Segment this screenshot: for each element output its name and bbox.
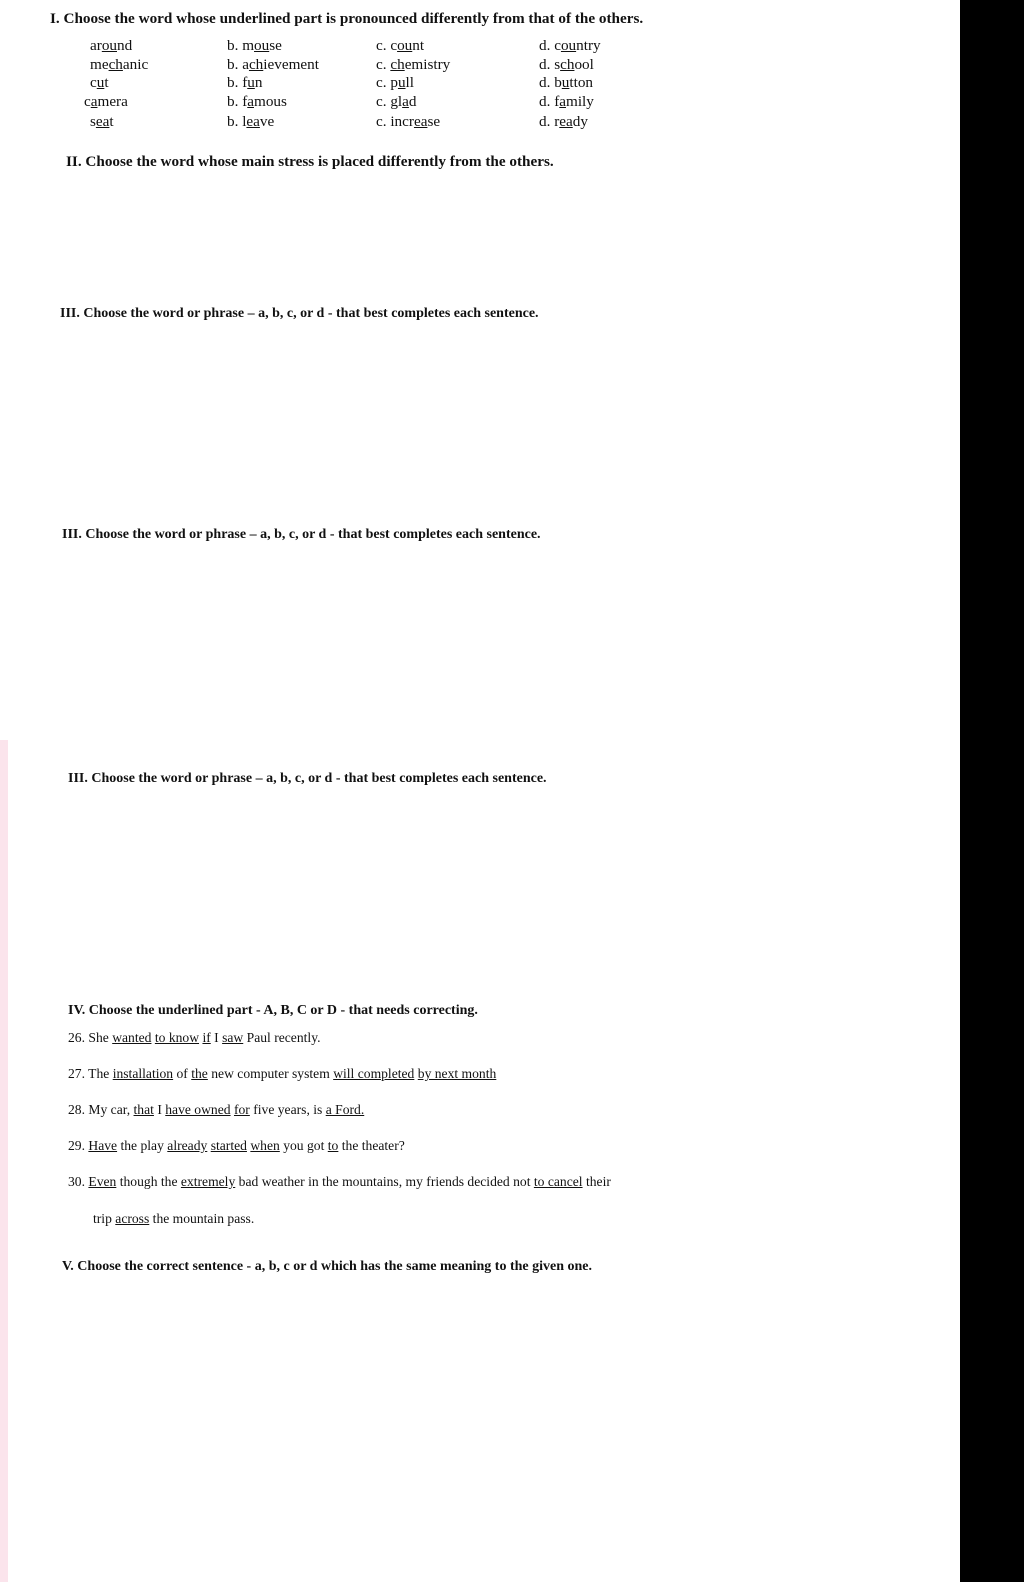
text-part: b. m <box>227 37 255 54</box>
option-b <box>227 113 274 130</box>
underlined-part: a <box>559 93 566 110</box>
underlined-part: ou <box>254 37 270 54</box>
section-5-heading: V. Choose the correct sentence - a, b, c or d which has the same meaning to the given one. <box>62 1259 593 1274</box>
text-part: 30. <box>68 1174 89 1189</box>
text-part: d. f <box>539 93 560 110</box>
section-4-heading: IV. Choose the underlined part - A, B, C or D - that needs correcting. <box>68 1003 478 1018</box>
underlined-part: a <box>90 93 98 110</box>
text-part: d. r <box>539 113 560 130</box>
text-part: their <box>582 1174 611 1189</box>
underlined-part: started <box>210 1138 247 1153</box>
text-part: c <box>84 93 91 110</box>
text-part: d <box>408 93 417 110</box>
error-question-30 <box>68 1173 611 1190</box>
underlined-part: u <box>96 74 105 91</box>
option-a <box>90 56 148 73</box>
black-margin <box>960 0 1024 1582</box>
option-d <box>539 74 593 91</box>
underlined-part: that <box>133 1102 154 1117</box>
text-part: new computer system <box>207 1066 334 1081</box>
underlined-part: to cancel <box>533 1174 583 1189</box>
text-part: c. <box>376 56 391 73</box>
text-part: anic <box>122 56 149 73</box>
text-part: b. a <box>227 56 249 73</box>
error-question-26 <box>68 1029 321 1046</box>
underlined-part: ch <box>108 56 123 73</box>
option-a <box>90 113 114 130</box>
underlined-part: a Ford. <box>325 1102 365 1117</box>
underlined-part: saw <box>222 1030 244 1045</box>
underlined-part: ch <box>560 56 575 73</box>
text-part: nt <box>412 37 425 54</box>
text-part: I <box>153 1102 166 1117</box>
text-part: d. b <box>539 74 562 91</box>
text-part: mous <box>254 93 287 110</box>
underlined-part: across <box>115 1211 150 1226</box>
text-part: se <box>427 113 441 130</box>
text-part: the mountain pass. <box>149 1211 255 1226</box>
underlined-part: already <box>167 1138 208 1153</box>
option-c <box>376 37 424 54</box>
text-part: five years, is <box>249 1102 326 1117</box>
text-part: though the <box>116 1174 181 1189</box>
text-part: 26. She <box>68 1030 113 1045</box>
option-d <box>539 93 594 110</box>
error-question-29 <box>68 1137 405 1154</box>
option-a <box>90 37 132 54</box>
underlined-part: u <box>561 74 570 91</box>
text-part: b. l <box>227 113 247 130</box>
underlined-part: u <box>247 74 255 91</box>
underlined-part: have owned <box>165 1102 231 1117</box>
text-part: Paul recently. <box>243 1030 321 1045</box>
error-question-27 <box>68 1065 496 1082</box>
error-question-28 <box>68 1101 364 1118</box>
text-part: c. c <box>376 37 398 54</box>
underlined-part: extremely <box>180 1174 236 1189</box>
text-part: ntry <box>576 37 601 54</box>
section-3a-heading: III. Choose the word or phrase – a, b, c, or d - that best completes each sentence. <box>60 306 539 321</box>
page-edge-tint <box>0 740 8 1582</box>
text-part: ievement <box>263 56 319 73</box>
text-part: dy <box>572 113 588 130</box>
text-part: bad weather in the mountains, my friends decided not <box>235 1174 534 1189</box>
underlined-part: u <box>397 74 406 91</box>
text-part: c. incr <box>376 113 414 130</box>
text-part: t <box>109 113 114 130</box>
underlined-part: ch <box>248 56 264 73</box>
text-part: t <box>104 74 109 91</box>
underlined-part: wanted <box>112 1030 152 1045</box>
text-part: c. gl <box>376 93 403 110</box>
section-3b-heading: III. Choose the word or phrase – a, b, c, or d - that best completes each sentence. <box>62 527 541 542</box>
text-part: 28. My car, <box>68 1102 134 1117</box>
text-part: 29. <box>68 1138 89 1153</box>
option-c <box>376 93 417 110</box>
text-part: of <box>173 1066 192 1081</box>
option-d <box>539 37 601 54</box>
underlined-part: ou <box>101 37 117 54</box>
error-question-30-cont <box>93 1210 254 1227</box>
underlined-part: ea <box>95 113 110 130</box>
option-c <box>376 113 440 130</box>
option-d <box>539 56 594 73</box>
text-part: trip <box>93 1211 116 1226</box>
text-part: se <box>269 37 282 54</box>
text-part: b. f <box>227 74 248 91</box>
option-a <box>90 74 109 91</box>
section-1-heading: I. Choose the word whose underlined part is pronounced differently from that of the others. <box>50 10 644 27</box>
underlined-part: ou <box>397 37 413 54</box>
underlined-part: ea <box>413 113 428 130</box>
section-3c-heading: III. Choose the word or phrase – a, b, c, or d - that best completes each sentence. <box>68 771 547 786</box>
text-part: 27. The <box>68 1066 113 1081</box>
text-part: n <box>254 74 263 91</box>
text-part: ool <box>574 56 594 73</box>
text-part: ll <box>405 74 414 91</box>
text-part: nd <box>117 37 133 54</box>
option-b <box>227 56 319 73</box>
section-2-heading: II. Choose the word whose main stress is placed differently from the others. <box>66 153 554 170</box>
text-part: emistry <box>404 56 451 73</box>
underlined-part: to know <box>154 1030 200 1045</box>
underlined-part: ch <box>390 56 405 73</box>
text-part: d. s <box>539 56 561 73</box>
text-part: c. p <box>376 74 398 91</box>
text-part: s <box>90 113 96 130</box>
underlined-part: a <box>402 93 409 110</box>
option-b <box>227 74 262 91</box>
text-part: ve <box>259 113 275 130</box>
underlined-part: for <box>233 1102 250 1117</box>
text-part: the play <box>117 1138 168 1153</box>
underlined-part: installation <box>112 1066 174 1081</box>
underlined-part: will completed <box>333 1066 415 1081</box>
text-part: tton <box>569 74 594 91</box>
underlined-part: ea <box>246 113 260 130</box>
option-b <box>227 37 282 54</box>
underlined-part: a <box>247 93 254 110</box>
underlined-part: ou <box>560 37 577 54</box>
underlined-part: ea <box>559 113 573 130</box>
underlined-part: by next month <box>417 1066 497 1081</box>
underlined-part: when <box>250 1138 280 1153</box>
underlined-part: Even <box>88 1174 117 1189</box>
underlined-part: to <box>327 1138 339 1153</box>
option-c <box>376 56 450 73</box>
underlined-part: if <box>202 1030 211 1045</box>
option-b <box>227 93 287 110</box>
text-part: ar <box>90 37 102 54</box>
option-a <box>84 93 128 110</box>
text-part: the theater? <box>338 1138 405 1153</box>
text-part: mily <box>566 93 594 110</box>
underlined-part: Have <box>88 1138 118 1153</box>
text-part: mera <box>97 93 128 110</box>
text-part: I <box>210 1030 223 1045</box>
text-part: d. c <box>539 37 561 54</box>
underlined-part: the <box>191 1066 208 1081</box>
text-part: b. f <box>227 93 248 110</box>
text-part: c <box>90 74 97 91</box>
text-part: you got <box>279 1138 328 1153</box>
option-d <box>539 113 588 130</box>
option-c <box>376 74 414 91</box>
text-part: me <box>90 56 109 73</box>
